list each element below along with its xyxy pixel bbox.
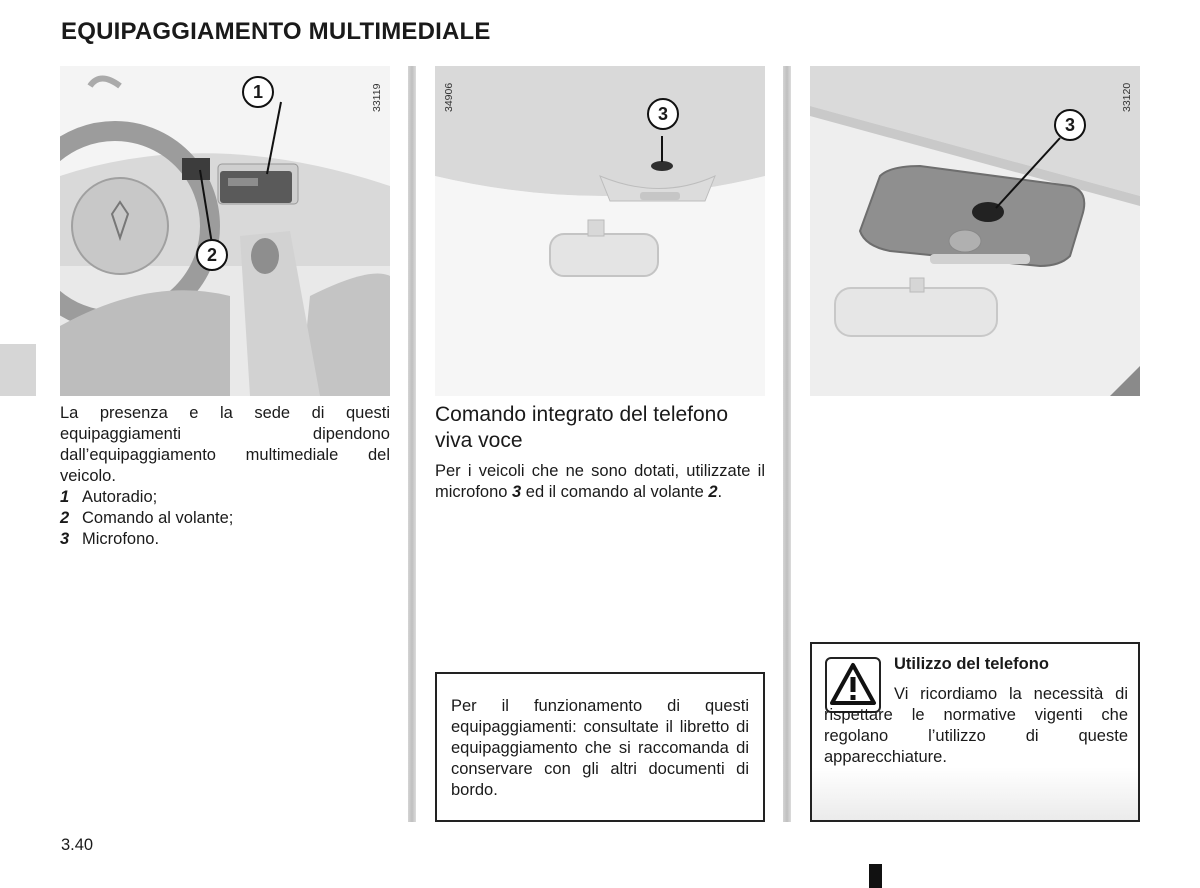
legend-number: 1 (60, 488, 70, 506)
reference-number: 3 (512, 483, 522, 501)
paragraph-text: ed il comando al volante (521, 483, 709, 501)
page-title: EQUIPAGGIAMENTO MULTIMEDIALE (61, 18, 491, 45)
legend-item (60, 487, 390, 508)
figure-roof-microphone (435, 66, 765, 396)
reference-number: 2 (708, 483, 718, 501)
callout-3: 3 (1054, 109, 1086, 141)
warning-title: Utilizzo del telefono (894, 655, 1049, 673)
legend-item (60, 508, 390, 529)
callout-1: 1 (242, 76, 274, 108)
legend-label: Comando al volante; (82, 509, 234, 527)
callout-2: 2 (196, 239, 228, 271)
figure-code: 33120 (1121, 82, 1133, 112)
console-illustration (810, 66, 1140, 396)
legend-number: 2 (60, 509, 70, 527)
column-divider (408, 66, 416, 822)
paragraph-text: . (717, 483, 723, 501)
paragraph-text: Per i veicoli che ne sono dotati, utilizzate il microfono (435, 462, 765, 501)
legend-label: Microfono. (82, 530, 160, 548)
info-note-text: Per il funzionamento di questi equipaggiamenti: consultate il libretto di equipaggiamento che si raccomanda di conservare con gli altri documenti di bordo. (451, 697, 749, 799)
legend-item (60, 529, 390, 550)
page-number: 3.40 (61, 836, 94, 854)
column-divider (783, 66, 791, 822)
figure-code: 34906 (443, 82, 455, 112)
dashboard-illustration (60, 66, 390, 396)
intro-paragraph: La presenza e la sede di questi equipaggiamenti dipendono dall’equipaggiamento multimediale del veicolo. (60, 404, 390, 485)
section-heading: Comando integrato del telefono viva voce (435, 403, 729, 452)
warning-text: Vi ricordiamo la necessità di rispettare le normative vigenti che regolano l’utilizzo di queste apparecchiature. (824, 685, 1128, 766)
roof-microphone-illustration (435, 66, 765, 396)
callout-3: 3 (647, 98, 679, 130)
chapter-tab (0, 344, 36, 396)
legend-label: Autoradio; (82, 488, 158, 506)
warning-box (810, 642, 1140, 822)
footer-marker (869, 864, 882, 888)
handsfree-paragraph (435, 461, 765, 503)
figure-code: 33119 (371, 83, 383, 112)
figure-dashboard (60, 66, 390, 396)
info-note-box (435, 672, 765, 822)
figure-console-closeup (810, 66, 1140, 396)
intro-text-block (60, 403, 390, 550)
legend-number: 3 (60, 530, 70, 548)
